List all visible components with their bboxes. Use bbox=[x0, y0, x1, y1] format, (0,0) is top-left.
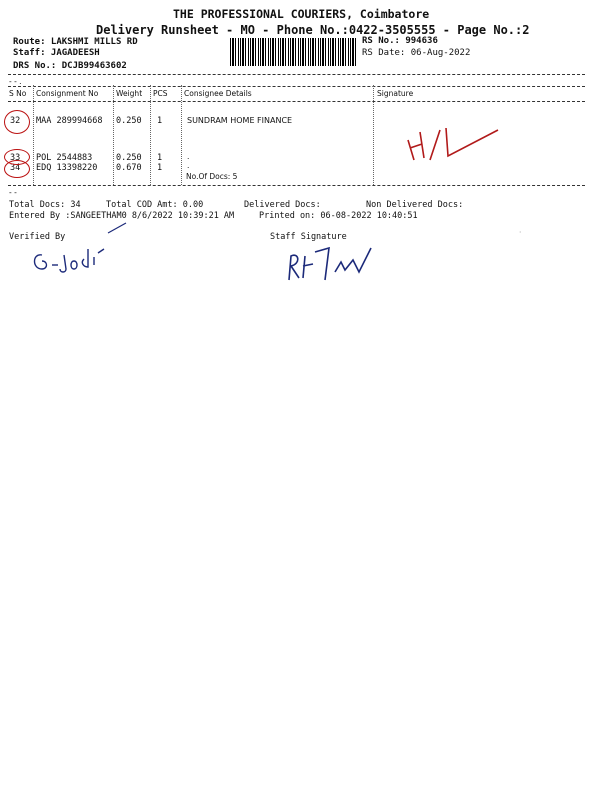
row-consignee: . bbox=[187, 152, 190, 161]
company-title: THE PROFESSIONAL COURIERS, Coimbatore bbox=[173, 7, 430, 21]
row-sno: 34 bbox=[10, 163, 21, 173]
table-top-rule bbox=[8, 86, 585, 87]
table-bottom-rule bbox=[8, 185, 585, 186]
circle-mark bbox=[4, 160, 30, 178]
row-pcs: 1 bbox=[157, 116, 163, 126]
col-weight: Weight bbox=[116, 89, 143, 98]
handwritten-hl-mark bbox=[400, 120, 510, 170]
row-consignee: SUNDRAM HOME FINANCE bbox=[187, 116, 293, 125]
table-header-rule bbox=[8, 101, 585, 102]
dots-mark: - - bbox=[9, 188, 17, 197]
col-divider bbox=[150, 85, 151, 185]
runsheet-title: Delivery Runsheet - MO - Phone No.:0422-3505555 - Page No.:2 bbox=[96, 23, 530, 37]
divider bbox=[8, 74, 585, 75]
staff-signature-label: Staff Signature bbox=[270, 232, 347, 242]
col-consignee: Consignee Details bbox=[184, 89, 252, 98]
row-sno: 32 bbox=[10, 116, 21, 126]
circle-mark bbox=[4, 110, 30, 134]
dots-mark: - - . bbox=[9, 77, 22, 86]
row-consignment: EDQ 13398220 bbox=[36, 163, 98, 173]
delivered-docs: Delivered Docs: bbox=[244, 200, 321, 210]
drs-label: DRS No.: DCJB99463602 bbox=[13, 61, 127, 71]
total-cod: Total COD Amt: 0.00 bbox=[106, 200, 204, 210]
total-docs: Total Docs: 34 bbox=[9, 200, 81, 210]
rs-number: RS No.: 994636 bbox=[362, 36, 438, 46]
row-sno: 33 bbox=[10, 153, 21, 163]
printed-on: Printed on: 06-08-2022 10:40:51 bbox=[259, 211, 418, 221]
col-pcs: PCS bbox=[153, 89, 168, 98]
barcode bbox=[230, 38, 358, 66]
staff-label: Staff: JAGADEESH bbox=[13, 48, 100, 58]
col-divider bbox=[373, 85, 374, 185]
no-of-docs: No.Of Docs: 5 bbox=[186, 172, 238, 181]
entered-by: Entered By :SANGEETHAM0 8/6/2022 10:39:21 AM bbox=[9, 211, 235, 221]
col-sno: S No bbox=[9, 89, 27, 98]
row-pcs: 1 bbox=[157, 163, 163, 173]
staff-signature bbox=[285, 242, 380, 287]
col-consignment: Consignment No bbox=[36, 89, 99, 98]
verifier-signature bbox=[28, 225, 138, 280]
col-signature: Signature bbox=[377, 89, 414, 98]
col-divider bbox=[113, 85, 114, 185]
col-divider bbox=[33, 85, 34, 185]
row-consignee: . bbox=[187, 161, 190, 170]
verified-by-label: Verified By bbox=[9, 232, 66, 242]
row-pcs: 1 bbox=[157, 153, 163, 163]
row-weight: 0.250 bbox=[116, 116, 142, 126]
rs-date: RS Date: 06-Aug-2022 bbox=[362, 48, 471, 58]
row-weight: 0.250 bbox=[116, 153, 142, 163]
row-weight: 0.670 bbox=[116, 163, 142, 173]
route-label: Route: LAKSHMI MILLS RD bbox=[13, 37, 138, 47]
col-divider bbox=[181, 85, 182, 185]
scan-speck: · bbox=[519, 228, 522, 237]
row-consignment: MAA 289994668 bbox=[36, 116, 103, 126]
non-delivered-docs: Non Delivered Docs: bbox=[366, 200, 464, 210]
row-consignment: POL 2544883 bbox=[36, 153, 93, 163]
